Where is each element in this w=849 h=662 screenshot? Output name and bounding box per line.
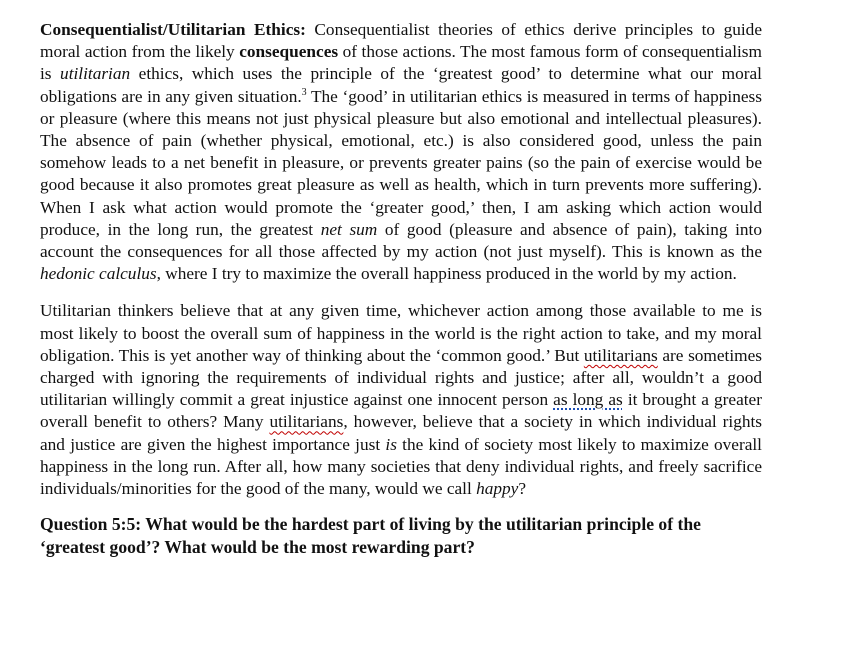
text-run: the kind of society most likely to maximize overall happiness in the long run. After all, how many societies that deny individual rights, and freely sacrifice individuals/minorities for the good of the many, would we call bbox=[40, 434, 762, 499]
spelling-flag[interactable]: utilitarians bbox=[583, 345, 658, 365]
text-run: The ‘good’ in utilitarian ethics is measured in terms of happiness or pleasure (where this means not just physical pleasure but also emotional and intellectual pleasures). The absence of pain (whether physical, emotional, etc.) is also considered good, unless the pain somehow leads to a net benefit in pleasure, or prevents greater pains (so the pain of exercise would be good because it also promotes great pleasure as well as health, which in turn prevents more suffering). When I ask what action would promote the ‘greater good,’ then, I am asking which action would produce, in the long run, the greatest bbox=[40, 86, 762, 239]
bold-term: consequences bbox=[239, 42, 339, 62]
text-run: Consequentialist theories of ethics derive principles to guide moral action from the likely bbox=[40, 20, 762, 62]
grammar-flag[interactable]: as long as bbox=[553, 390, 623, 410]
question-prompt: Question 5:5: What would be the hardest part of living by the utilitarian principle of the ‘greatest good’? What would be the most rewarding part? bbox=[40, 514, 701, 558]
spelling-flag[interactable]: utilitarians bbox=[269, 412, 344, 432]
text-run: of those actions. The most famous form of consequentialism is bbox=[40, 42, 762, 84]
section-heading: Consequentialist/Utilitarian Ethics: bbox=[40, 20, 306, 39]
document-page bbox=[40, 19, 762, 559]
paragraph-utilitarian bbox=[40, 300, 762, 500]
italic-term: is bbox=[385, 434, 397, 454]
text-run: of good (pleasure and absence of pain), taking into account the consequences for all those affected by my action (not just myself). This is known as the bbox=[40, 219, 762, 262]
italic-term: hedonic calculus bbox=[40, 264, 157, 284]
text-run: are sometimes charged with ignoring the requirements of individual rights and justice; after all, wouldn’t a good utilitarian willingly commit a great injustice against one innocent person bbox=[40, 345, 762, 410]
italic-term: utilitarian bbox=[60, 64, 131, 84]
footnote-marker[interactable]: 3 bbox=[301, 86, 307, 98]
text-run: it brought a greater overall benefit to others? Many bbox=[40, 390, 762, 432]
italic-term: happy bbox=[476, 479, 519, 499]
text-run: ethics, which uses the principle of the ‘greatest good’ to determine what our moral obligations are in any given situation. bbox=[40, 64, 762, 106]
text-run: , where I try to maximize the overall happiness produced in the world by my action. bbox=[156, 264, 737, 284]
paragraph-consequentialist bbox=[40, 19, 762, 285]
italic-term: net sum bbox=[320, 219, 378, 239]
text-run: ? bbox=[518, 479, 527, 499]
text-run: , however, believe that a society in which individual rights and justice are given the highest importance just bbox=[40, 412, 762, 454]
text-run: Utilitarian thinkers believe that at any given time, whichever action among those available to me is most likely to boost the overall sum of happiness in the world is the right action to take, and my moral obligation. This is yet another way of thinking about the ‘common good.’ But bbox=[40, 301, 762, 365]
